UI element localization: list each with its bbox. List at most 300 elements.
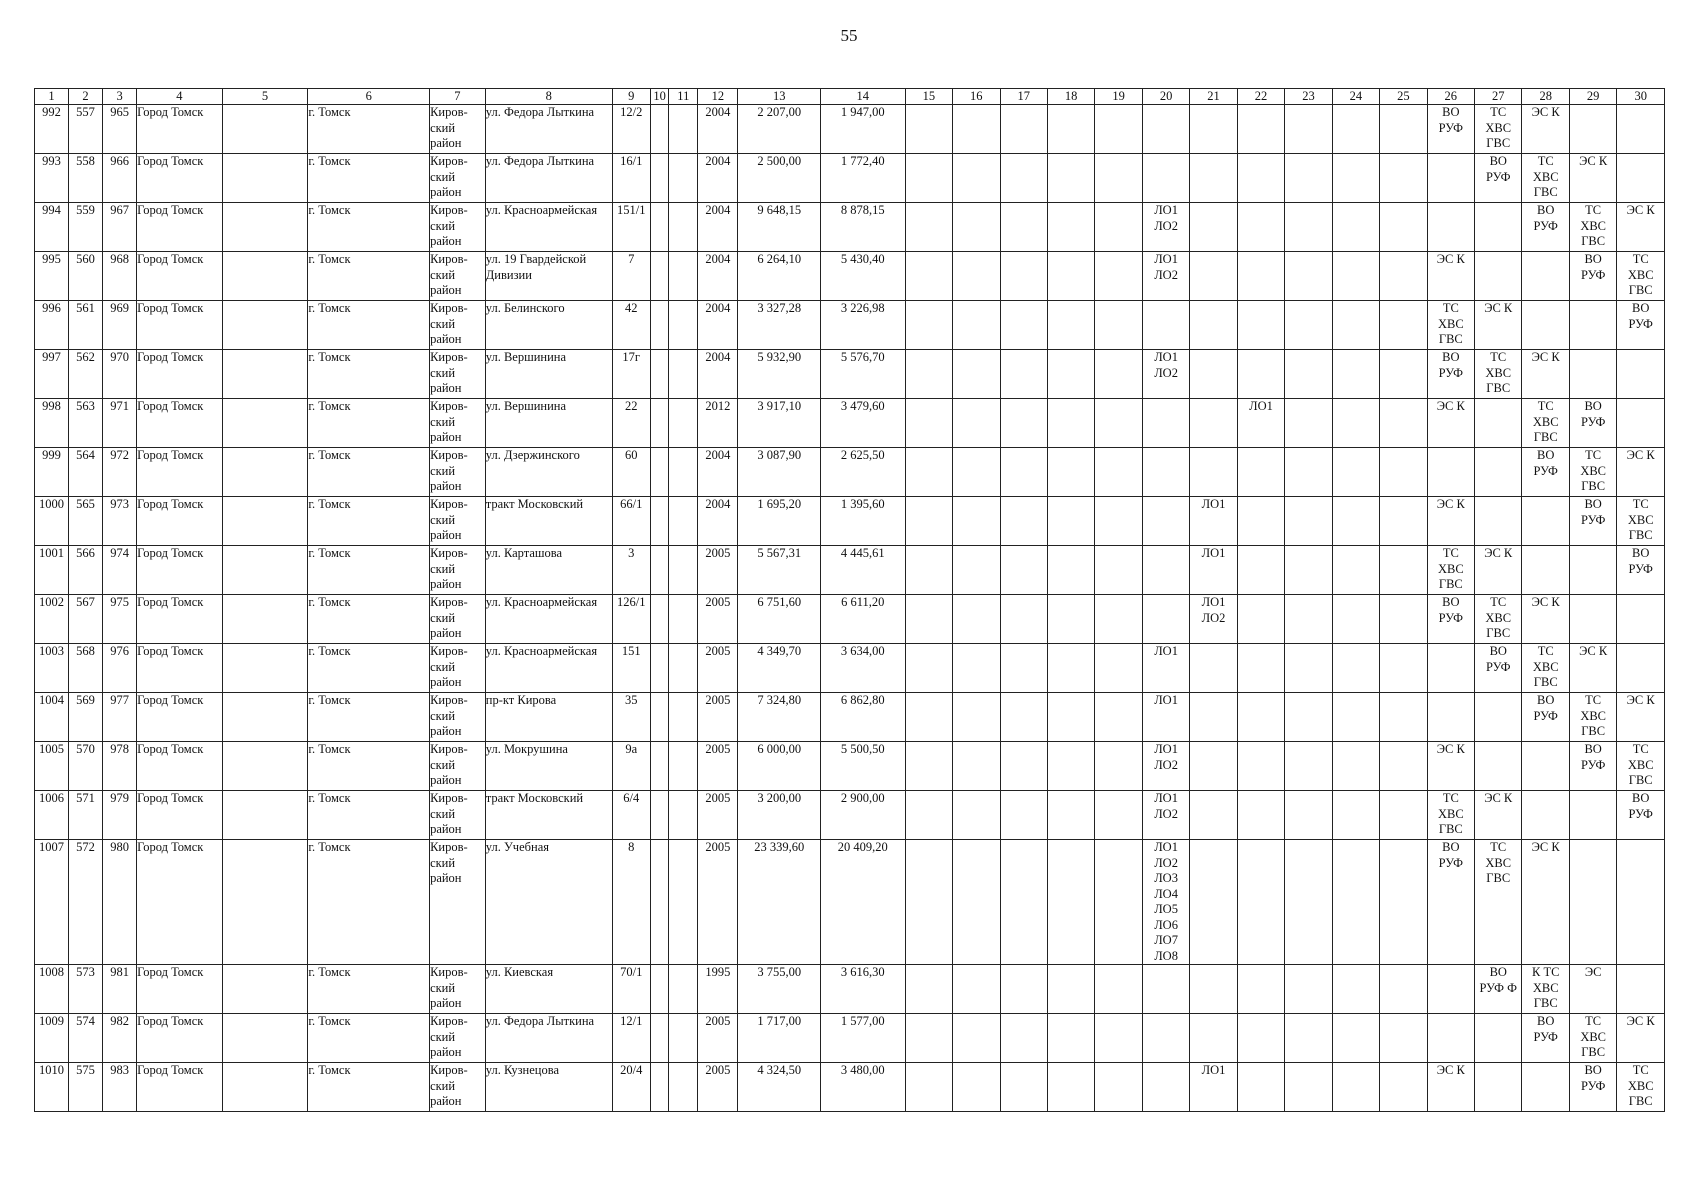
cell-col-2: 565	[69, 497, 103, 546]
cell-col-8: тракт Московский	[485, 497, 612, 546]
column-header-23: 23	[1285, 89, 1332, 105]
cell-col-8: ул. Красноармейская	[485, 203, 612, 252]
cell-col-16	[953, 644, 1000, 693]
cell-col-13: 6 751,60	[738, 595, 821, 644]
cell-col-6: г. Томск	[308, 840, 430, 965]
cell-line: ский	[430, 757, 456, 772]
cell-col-29	[1569, 301, 1616, 350]
column-header-6: 6	[308, 89, 430, 105]
cell-col-3: 972	[103, 448, 137, 497]
cell-col-9: 12/2	[612, 105, 650, 154]
cell-col-21	[1190, 1063, 1237, 1112]
cell-col-6: г. Томск	[308, 497, 430, 546]
cell-col-17	[1000, 301, 1047, 350]
cell-col-8: пр-кт Кирова	[485, 693, 612, 742]
cell-col-26	[1427, 595, 1474, 644]
cell-col-11	[669, 644, 698, 693]
cell-col-27	[1475, 301, 1522, 350]
cell-line: ЛО2	[1201, 610, 1226, 625]
cell-col-8: ул. Вершинина	[485, 399, 612, 448]
cell-col-25	[1380, 1014, 1427, 1063]
cell-line: ХВС	[1485, 855, 1512, 870]
cell-col-22	[1237, 546, 1284, 595]
cell-line: ВО	[1537, 448, 1555, 462]
cell-col-2: 569	[69, 693, 103, 742]
cell-col-8: ул. Карташова	[485, 546, 612, 595]
cell-col-4: Город Томск	[137, 399, 223, 448]
cell-col-27	[1475, 840, 1522, 965]
cell-col-23	[1285, 105, 1332, 154]
cell-line: Киров-	[430, 595, 468, 609]
cell-col-26	[1427, 497, 1474, 546]
column-header-12: 12	[698, 89, 738, 105]
cell-col-15	[905, 350, 952, 399]
cell-col-11	[669, 301, 698, 350]
cell-col-5	[222, 301, 308, 350]
cell-col-26	[1427, 693, 1474, 742]
cell-col-24	[1332, 252, 1379, 301]
cell-col-29	[1569, 1014, 1616, 1063]
cell-col-29	[1569, 546, 1616, 595]
cell-line: Киров-	[430, 203, 468, 217]
cell-col-30	[1617, 644, 1665, 693]
cell-col-24	[1332, 840, 1379, 965]
cell-col-8: тракт Московский	[485, 791, 612, 840]
cell-col-20	[1142, 546, 1189, 595]
cell-col-10	[650, 301, 669, 350]
cell-col-17	[1000, 693, 1047, 742]
column-header-10: 10	[650, 89, 669, 105]
cell-col-7	[430, 644, 486, 693]
cell-line: ТС	[1632, 497, 1649, 511]
cell-line: район	[430, 1045, 462, 1059]
cell-col-27	[1475, 497, 1522, 546]
cell-col-15	[905, 497, 952, 546]
cell-line: ЭС К	[1626, 448, 1655, 462]
cell-col-19	[1095, 350, 1142, 399]
cell-col-15	[905, 1063, 952, 1112]
cell-line: ВО	[1442, 105, 1460, 119]
cell-col-14: 2 900,00	[821, 791, 906, 840]
cell-col-28	[1522, 1014, 1569, 1063]
cell-line: ЛО1	[1154, 350, 1178, 364]
cell-col-15	[905, 105, 952, 154]
cell-col-10	[650, 399, 669, 448]
cell-col-23	[1285, 252, 1332, 301]
cell-line: ТС	[1585, 693, 1602, 707]
cell-col-9: 151/1	[612, 203, 650, 252]
cell-line: ГВС	[1628, 773, 1653, 787]
cell-line: ТС	[1585, 448, 1602, 462]
cell-line: Киров-	[430, 1063, 468, 1077]
cell-col-18	[1047, 350, 1094, 399]
cell-col-16	[953, 546, 1000, 595]
cell-col-22	[1237, 644, 1284, 693]
cell-col-29	[1569, 840, 1616, 965]
cell-col-30	[1617, 742, 1665, 791]
cell-col-22	[1237, 693, 1284, 742]
cell-col-19	[1095, 840, 1142, 965]
cell-col-3: 973	[103, 497, 137, 546]
cell-col-3: 968	[103, 252, 137, 301]
cell-line: РУФ	[1438, 610, 1464, 625]
cell-col-8: ул. Учебная	[485, 840, 612, 965]
cell-line: район	[430, 136, 462, 150]
cell-col-18	[1047, 840, 1094, 965]
cell-col-24	[1332, 399, 1379, 448]
cell-col-8: ул. Федора Лыткина	[485, 154, 612, 203]
cell-col-5	[222, 965, 308, 1014]
cell-col-5	[222, 546, 308, 595]
cell-col-26	[1427, 791, 1474, 840]
cell-col-26	[1427, 399, 1474, 448]
cell-col-2: 574	[69, 1014, 103, 1063]
cell-col-21	[1190, 693, 1237, 742]
cell-col-13: 9 648,15	[738, 203, 821, 252]
cell-col-26	[1427, 1014, 1474, 1063]
cell-col-3: 969	[103, 301, 137, 350]
cell-col-2: 560	[69, 252, 103, 301]
cell-col-16	[953, 693, 1000, 742]
cell-col-21	[1190, 546, 1237, 595]
cell-col-28	[1522, 693, 1569, 742]
cell-col-8: ул. Красноармейская	[485, 644, 612, 693]
cell-col-10	[650, 840, 669, 965]
table-row	[35, 350, 1665, 399]
cell-col-11	[669, 1014, 698, 1063]
cell-col-24	[1332, 1063, 1379, 1112]
cell-col-15	[905, 595, 952, 644]
cell-col-21	[1190, 105, 1237, 154]
cell-line: ЛО7	[1154, 933, 1178, 947]
cell-col-29	[1569, 742, 1616, 791]
cell-col-16	[953, 105, 1000, 154]
cell-col-5	[222, 693, 308, 742]
cell-line: ЭС К	[1484, 791, 1513, 805]
cell-col-12: 2005	[698, 1014, 738, 1063]
cell-col-2: 575	[69, 1063, 103, 1112]
cell-col-19	[1095, 1014, 1142, 1063]
cell-line: ТС	[1537, 644, 1554, 658]
cell-col-15	[905, 252, 952, 301]
column-header-20: 20	[1142, 89, 1189, 105]
cell-line: район	[430, 626, 462, 640]
cell-col-30	[1617, 693, 1665, 742]
cell-line: ВО	[1537, 1014, 1555, 1028]
cell-col-9: 8	[612, 840, 650, 965]
cell-line: ХВС	[1627, 757, 1654, 772]
cell-col-4: Город Томск	[137, 546, 223, 595]
cell-col-3: 978	[103, 742, 137, 791]
cell-col-28	[1522, 840, 1569, 965]
cell-line: ТС	[1442, 791, 1459, 805]
cell-col-3: 981	[103, 965, 137, 1014]
cell-col-18	[1047, 154, 1094, 203]
cell-col-7	[430, 1014, 486, 1063]
cell-col-27	[1475, 203, 1522, 252]
cell-col-17	[1000, 350, 1047, 399]
cell-col-10	[650, 448, 669, 497]
cell-line: район	[430, 234, 462, 248]
cell-col-15	[905, 965, 952, 1014]
cell-col-26	[1427, 742, 1474, 791]
cell-col-17	[1000, 1063, 1047, 1112]
cell-col-14: 3 479,60	[821, 399, 906, 448]
cell-line: ВО	[1489, 154, 1507, 168]
cell-col-5	[222, 644, 308, 693]
cell-col-28	[1522, 965, 1569, 1014]
cell-col-14: 1 577,00	[821, 1014, 906, 1063]
cell-line: ВО	[1442, 595, 1460, 609]
cell-col-27	[1475, 965, 1522, 1014]
cell-col-21	[1190, 644, 1237, 693]
cell-col-1: 1003	[35, 644, 69, 693]
cell-line: Киров-	[430, 546, 468, 560]
cell-line: ЛО1	[1154, 252, 1178, 266]
cell-col-30	[1617, 791, 1665, 840]
cell-col-27	[1475, 1063, 1522, 1112]
cell-line: РУФ	[1533, 1029, 1558, 1044]
cell-col-29	[1569, 965, 1616, 1014]
cell-col-14: 1 395,60	[821, 497, 906, 546]
cell-line: ХВС	[1532, 169, 1559, 184]
cell-col-17	[1000, 203, 1047, 252]
cell-line: ВО	[1584, 252, 1602, 266]
cell-col-6: г. Томск	[308, 791, 430, 840]
cell-col-25	[1380, 448, 1427, 497]
cell-col-23	[1285, 448, 1332, 497]
cell-col-9: 3	[612, 546, 650, 595]
cell-col-5	[222, 1063, 308, 1112]
cell-col-18	[1047, 595, 1094, 644]
table-row	[35, 154, 1665, 203]
cell-col-19	[1095, 399, 1142, 448]
cell-col-15	[905, 399, 952, 448]
cell-col-24	[1332, 595, 1379, 644]
cell-col-3: 979	[103, 791, 137, 840]
cell-col-30	[1617, 448, 1665, 497]
cell-line: ХВС	[1627, 1078, 1654, 1093]
table-row	[35, 105, 1665, 154]
cell-col-15	[905, 448, 952, 497]
cell-col-9: 70/1	[612, 965, 650, 1014]
cell-col-17	[1000, 1014, 1047, 1063]
cell-line: ГВС	[1628, 1094, 1653, 1108]
cell-col-25	[1380, 154, 1427, 203]
cell-col-18	[1047, 1014, 1094, 1063]
cell-col-8: ул. Киевская	[485, 965, 612, 1014]
cell-line: ЭС К	[1531, 350, 1560, 364]
cell-col-17	[1000, 154, 1047, 203]
cell-col-9: 16/1	[612, 154, 650, 203]
cell-col-12: 2005	[698, 644, 738, 693]
table-row	[35, 1063, 1665, 1112]
cell-col-12: 2004	[698, 448, 738, 497]
cell-col-30	[1617, 154, 1665, 203]
cell-col-12: 2005	[698, 595, 738, 644]
cell-col-24	[1332, 105, 1379, 154]
cell-col-16	[953, 252, 1000, 301]
cell-line: ГВС	[1581, 234, 1606, 248]
cell-col-15	[905, 301, 952, 350]
cell-col-23	[1285, 644, 1332, 693]
cell-line: ский	[430, 218, 456, 233]
cell-col-23	[1285, 965, 1332, 1014]
table-row	[35, 840, 1665, 965]
cell-line: ский	[430, 316, 456, 331]
cell-line: ТС	[1537, 154, 1554, 168]
cell-line: РУФ	[1533, 708, 1558, 723]
cell-col-16	[953, 448, 1000, 497]
cell-col-11	[669, 252, 698, 301]
cell-col-22	[1237, 497, 1284, 546]
cell-line: ЭС К	[1436, 252, 1465, 266]
cell-line: ТС	[1490, 840, 1507, 854]
cell-col-16	[953, 399, 1000, 448]
column-header-8: 8	[485, 89, 612, 105]
column-header-27: 27	[1475, 89, 1522, 105]
cell-col-20	[1142, 840, 1189, 965]
cell-col-13: 5 932,90	[738, 350, 821, 399]
cell-col-26	[1427, 448, 1474, 497]
cell-col-19	[1095, 742, 1142, 791]
cell-col-24	[1332, 350, 1379, 399]
cell-col-4: Город Томск	[137, 448, 223, 497]
table-row	[35, 448, 1665, 497]
cell-col-14: 1 772,40	[821, 154, 906, 203]
cell-line: РУФ	[1580, 1078, 1606, 1093]
cell-col-10	[650, 644, 669, 693]
cell-col-28	[1522, 105, 1569, 154]
cell-col-16	[953, 1014, 1000, 1063]
cell-col-7	[430, 105, 486, 154]
cell-col-9: 66/1	[612, 497, 650, 546]
table-row	[35, 693, 1665, 742]
cell-col-18	[1047, 644, 1094, 693]
cell-line: ЭС К	[1531, 105, 1560, 119]
cell-col-22	[1237, 742, 1284, 791]
cell-line: ВО	[1632, 301, 1650, 315]
cell-line: РУФ	[1628, 806, 1653, 821]
cell-col-6: г. Томск	[308, 742, 430, 791]
cell-line: Киров-	[430, 350, 468, 364]
cell-line: Киров-	[430, 1014, 468, 1028]
cell-col-9: 17г	[612, 350, 650, 399]
cell-col-3: 966	[103, 154, 137, 203]
cell-col-11	[669, 595, 698, 644]
cell-line: ский	[430, 806, 456, 821]
cell-col-2: 570	[69, 742, 103, 791]
cell-col-16	[953, 742, 1000, 791]
cell-col-14: 2 625,50	[821, 448, 906, 497]
cell-line: Киров-	[430, 497, 468, 511]
cell-col-6: г. Томск	[308, 399, 430, 448]
cell-col-14: 5 500,50	[821, 742, 906, 791]
cell-line: ЛО8	[1154, 948, 1178, 963]
cell-line: ЛО2	[1154, 218, 1178, 233]
cell-col-11	[669, 105, 698, 154]
cell-col-14: 3 634,00	[821, 644, 906, 693]
cell-line: ЛО1	[1154, 693, 1178, 707]
cell-line: Киров-	[430, 693, 468, 707]
cell-line: ВО	[1489, 965, 1507, 979]
cell-col-25	[1380, 595, 1427, 644]
cell-line: ский	[430, 120, 456, 135]
cell-col-12: 2004	[698, 350, 738, 399]
cell-col-6: г. Томск	[308, 595, 430, 644]
cell-col-24	[1332, 742, 1379, 791]
cell-line: ВО	[1584, 1063, 1602, 1077]
cell-line: РУФ	[1486, 659, 1511, 674]
cell-line: ГВС	[1533, 996, 1558, 1010]
cell-col-1: 992	[35, 105, 69, 154]
cell-line: ХВС	[1485, 365, 1512, 380]
cell-line: район	[430, 381, 462, 395]
cell-col-29	[1569, 595, 1616, 644]
table-row	[35, 965, 1665, 1014]
cell-col-28	[1522, 399, 1569, 448]
cell-line: РУФ	[1580, 414, 1606, 429]
cell-line: ский	[430, 659, 456, 674]
cell-line: ЭС К	[1484, 301, 1513, 315]
cell-line: ВО	[1537, 203, 1555, 217]
column-header-9: 9	[612, 89, 650, 105]
cell-col-6: г. Томск	[308, 448, 430, 497]
cell-col-17	[1000, 546, 1047, 595]
cell-col-21	[1190, 965, 1237, 1014]
cell-col-24	[1332, 154, 1379, 203]
cell-col-8	[485, 252, 612, 301]
cell-col-21	[1190, 252, 1237, 301]
cell-col-27	[1475, 791, 1522, 840]
cell-col-25	[1380, 965, 1427, 1014]
cell-col-25	[1380, 546, 1427, 595]
cell-col-6: г. Томск	[308, 105, 430, 154]
cell-col-26	[1427, 965, 1474, 1014]
cell-line: ЭС К	[1531, 595, 1560, 609]
cell-col-25	[1380, 350, 1427, 399]
cell-col-30	[1617, 350, 1665, 399]
cell-col-13: 3 917,10	[738, 399, 821, 448]
cell-col-13: 4 324,50	[738, 1063, 821, 1112]
cell-col-9: 35	[612, 693, 650, 742]
cell-col-25	[1380, 399, 1427, 448]
cell-col-12: 2004	[698, 301, 738, 350]
cell-col-29	[1569, 350, 1616, 399]
cell-col-4: Город Томск	[137, 693, 223, 742]
cell-line: ТС	[1632, 742, 1649, 756]
cell-col-20	[1142, 965, 1189, 1014]
cell-line: ский	[430, 365, 456, 380]
cell-col-6: г. Томск	[308, 350, 430, 399]
column-header-14: 14	[821, 89, 906, 105]
cell-col-12: 1995	[698, 965, 738, 1014]
cell-line: ГВС	[1628, 283, 1653, 297]
table-row	[35, 252, 1665, 301]
cell-col-17	[1000, 595, 1047, 644]
cell-col-1: 993	[35, 154, 69, 203]
cell-col-9: 12/1	[612, 1014, 650, 1063]
cell-line: ХВС	[1532, 659, 1559, 674]
cell-line: ВО	[1584, 497, 1602, 511]
cell-col-14: 5 576,70	[821, 350, 906, 399]
cell-col-19	[1095, 965, 1142, 1014]
table-row	[35, 1014, 1665, 1063]
cell-col-3: 977	[103, 693, 137, 742]
cell-line: ЭС К	[1626, 693, 1655, 707]
cell-col-23	[1285, 742, 1332, 791]
cell-col-7	[430, 497, 486, 546]
